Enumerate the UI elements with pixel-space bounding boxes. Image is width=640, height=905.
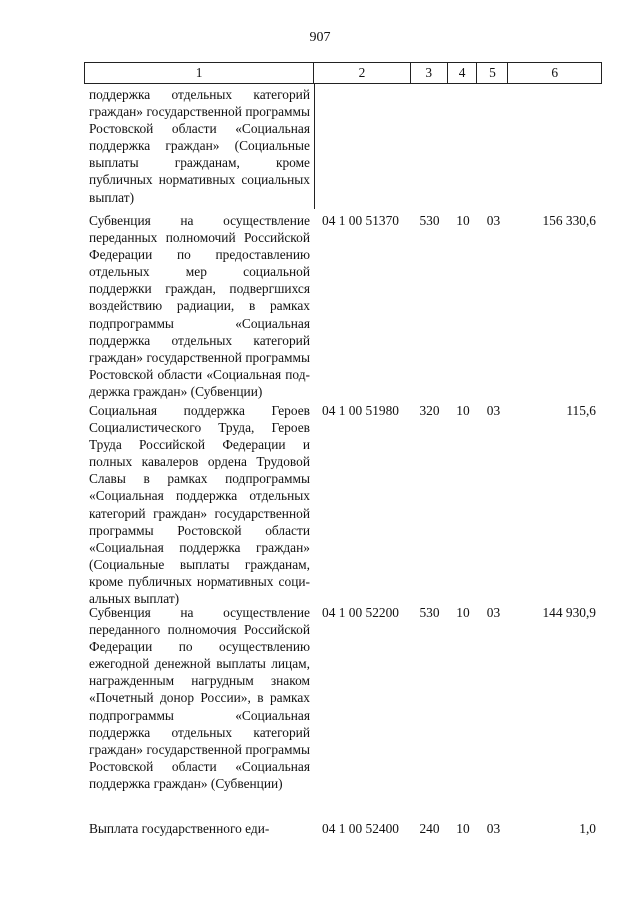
row-code bbox=[314, 86, 411, 206]
row-subsection: 03 bbox=[486, 403, 501, 418]
header-col-1: 1 bbox=[85, 63, 314, 83]
row-amount: 144 930,9 bbox=[542, 605, 596, 620]
row-expense-type: 240 bbox=[419, 821, 440, 836]
row-section: 10 bbox=[456, 605, 470, 620]
row-section: 10 bbox=[456, 821, 470, 836]
row-amount: 156 330,6 bbox=[542, 213, 596, 228]
table-row bbox=[84, 604, 602, 792]
row-code: 04 1 00 51370 bbox=[322, 213, 399, 228]
row-code: 04 1 00 51980 bbox=[322, 403, 399, 418]
row-section: 10 bbox=[456, 403, 470, 418]
row-description: Выплата государственного еди- bbox=[89, 821, 270, 836]
header-col-3: 3 bbox=[411, 63, 448, 83]
table-row bbox=[84, 820, 602, 837]
row-subsection: 03 bbox=[486, 605, 501, 620]
table-header bbox=[84, 62, 602, 84]
row-description: поддержка отдельных категорий граждан» государственной программы Ростовской области «Социальная поддержка граждан» (Социальные выплаты гражданам, кроме публичных нормативных социальных выплат) bbox=[89, 87, 310, 205]
row-subsection: 03 bbox=[486, 821, 501, 836]
row-section bbox=[448, 86, 478, 206]
row-expense-type: 530 bbox=[419, 605, 440, 620]
row-expense-type bbox=[411, 86, 448, 206]
row-section: 10 bbox=[456, 213, 470, 228]
table-row bbox=[84, 402, 602, 607]
row-amount: 1,0 bbox=[579, 821, 596, 836]
row-subsection: 03 bbox=[486, 213, 501, 228]
row-description: Субвенция на осуществление переданного полномочия Российской Федерации по осуществлению ежегодной денежной выплаты лицам, награжденным нагрудным знаком «Почетный донор России», в рамках подпрограммы «Социальная поддержка отдельных категорий граждан» государственной программы Ростовской области «Социальная поддержка граждан» (Субвенции) bbox=[89, 605, 310, 791]
row-code: 04 1 00 52200 bbox=[322, 605, 399, 620]
row-amount bbox=[509, 86, 602, 206]
table-row bbox=[84, 212, 602, 400]
row-amount: 115,6 bbox=[566, 403, 596, 418]
header-col-4: 4 bbox=[448, 63, 478, 83]
row-expense-type: 530 bbox=[419, 213, 440, 228]
header-col-6: 6 bbox=[551, 65, 559, 80]
row-expense-type: 320 bbox=[419, 403, 440, 418]
table-row bbox=[84, 86, 602, 206]
row-subsection bbox=[478, 86, 509, 206]
row-description: Субвенция на осуществление переданных полномочий Российской Федерации по предоставлению отдельных мер социальной поддержки граждан, подвергшихся воздействию радиации, в рамках подпрограммы «Социальная поддержка отдельных категорий граждан» государственной программы Ростовской области «Социальная поддержка граждан» (Субвенции) bbox=[89, 213, 310, 399]
header-col-5: 5 bbox=[477, 63, 508, 83]
header-col-2: 2 bbox=[314, 63, 411, 83]
row-description: Социальная поддержка Героев Социалистического Труда, Героев Труда Российской Федерации и полных кавалеров ордена Трудовой Славы в рамках подпрограммы «Социальная поддержка отдельных категорий граждан» государственной программы Ростовской области «Социальная поддержка граждан» (Социальные выплаты гражданам, кроме публичных нормативных социальных выплат) bbox=[89, 403, 310, 607]
row-code: 04 1 00 52400 bbox=[322, 821, 399, 836]
page-number: 907 bbox=[309, 30, 331, 45]
